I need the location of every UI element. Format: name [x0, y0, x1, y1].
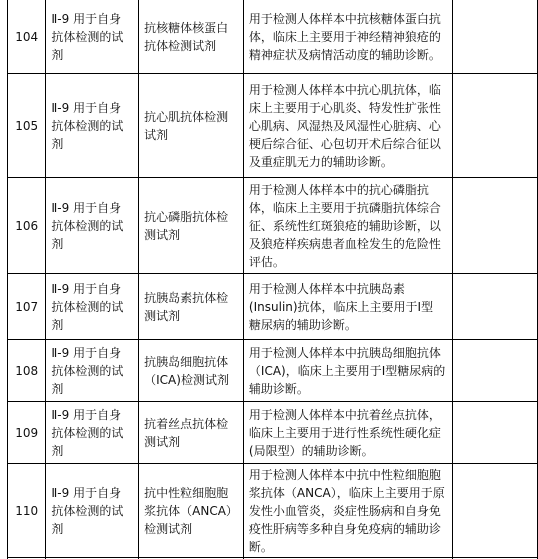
table-row [8, 464, 538, 558]
table-row [8, 402, 538, 464]
product-name-cell [139, 74, 244, 178]
row-number: 108 [15, 363, 39, 378]
product-name-text: 检测试剂 [144, 521, 193, 536]
intended-use-text: 用于检测人体样本中抗中性粒细胞胞 [248, 467, 441, 482]
row-number: 109 [15, 425, 39, 440]
intended-use-text: 梗后综合征、心包切开术后综合征以 [248, 136, 441, 151]
row-number-cell [8, 74, 46, 178]
category-cell [46, 464, 139, 558]
row-number-cell [8, 274, 46, 340]
table-row [8, 178, 538, 274]
category-text: Ⅱ-9 用于自身 [51, 345, 122, 360]
category-text: 剂 [51, 443, 64, 458]
intended-use-cell [243, 402, 452, 464]
intended-use-cell [243, 464, 452, 558]
category-text: 抗体检测的试 [51, 29, 124, 44]
category-text: Ⅱ-9 用于自身 [51, 407, 122, 422]
category-text: 剂 [51, 136, 64, 151]
category-text: 剂 [51, 317, 64, 332]
note-cell [452, 464, 537, 558]
row-number: 106 [15, 218, 39, 233]
category-cell [46, 402, 139, 464]
intended-use-text: 断。 [248, 539, 273, 554]
row-number: 110 [15, 503, 39, 518]
category-text: 抗体检测的试 [51, 118, 124, 133]
intended-use-text: 发性小血管炎，炎症性肠病和自身免 [248, 503, 441, 518]
table-row [8, 74, 538, 178]
intended-use-text: （ICA)，临床上主要用于I型糖尿病的 [248, 363, 446, 378]
category-text: 抗体检测的试 [51, 503, 124, 518]
intended-use-text: 用于检测人体样本中抗胰岛细胞抗体 [248, 345, 441, 360]
row-number-cell [8, 340, 46, 402]
category-text: Ⅱ-9 用于自身 [51, 100, 122, 115]
product-name-text: 抗中性粒细胞胞 [144, 485, 229, 500]
intended-use-text: 及重症肌无力的辅助诊断。 [248, 154, 393, 169]
product-name-cell [139, 402, 244, 464]
category-cell [46, 274, 139, 340]
intended-use-text: 用于检测人体样本中抗心肌抗体，临 [248, 82, 441, 97]
table-row [8, 0, 538, 74]
category-text: 剂 [51, 47, 64, 62]
row-number-cell [8, 178, 46, 274]
intended-use-text: 体，临床上主要用于抗磷脂抗体综合 [248, 200, 441, 215]
intended-use-text: 用于检测人体样本中抗核糖体蛋白抗 [248, 11, 441, 26]
note-cell [452, 74, 537, 178]
intended-use-cell [243, 340, 452, 402]
note-cell [452, 0, 537, 74]
intended-use-text: 疫性肝病等多种自身免疫病的辅助诊 [248, 521, 441, 536]
product-name-text: 抗心磷脂抗体检 [144, 209, 229, 224]
category-text: 抗体检测的试 [51, 218, 124, 233]
note-cell [452, 274, 537, 340]
product-name-cell [139, 0, 244, 74]
product-name-text: 浆抗体（ANCA） [144, 503, 238, 518]
product-name-text: 测试剂 [144, 308, 181, 323]
row-number: 107 [15, 299, 39, 314]
intended-use-text: 征、系统性红斑狼疮的辅助诊断，以 [248, 218, 441, 233]
product-name-text: 抗体检测试剂 [144, 38, 217, 53]
product-name-cell [139, 340, 244, 402]
product-name-text: 抗核糖体核蛋白 [144, 20, 229, 35]
product-name-text: （ICA)检测试剂 [144, 372, 229, 387]
intended-use-text: 心肌病、风湿热及风湿性心脏病、心 [248, 118, 441, 133]
intended-use-text: 用于检测人体样本中的抗心磷脂抗 [248, 182, 429, 197]
category-text: 剂 [51, 236, 64, 251]
intended-use-text: 用于检测人体样本中抗胰岛素 [248, 281, 405, 296]
intended-use-cell [243, 0, 452, 74]
product-name-text: 抗胰岛细胞抗体 [144, 354, 229, 369]
category-text: 抗体检测的试 [51, 363, 124, 378]
intended-use-text: 及狼疮样疾病患者血栓发生的危险性 [248, 236, 441, 251]
row-number: 105 [15, 118, 39, 133]
category-text: Ⅱ-9 用于自身 [51, 281, 122, 296]
intended-use-cell [243, 178, 452, 274]
product-name-cell [139, 178, 244, 274]
product-name-cell [139, 464, 244, 558]
category-text: 抗体检测的试 [51, 425, 124, 440]
intended-use-text: 体，临床上主要用于神经精神狼疮的 [248, 29, 441, 44]
intended-use-cell [243, 274, 452, 340]
row-number-cell [8, 464, 46, 558]
note-cell [452, 178, 537, 274]
category-cell [46, 178, 139, 274]
product-name-text: 测试剂 [144, 227, 181, 242]
note-cell [452, 402, 537, 464]
registry-table [7, 0, 538, 559]
intended-use-text: 评估。 [248, 254, 285, 269]
product-name-text: 抗着丝点抗体检 [144, 416, 229, 431]
product-name-text: 抗胰岛素抗体检 [144, 290, 229, 305]
table-row [8, 340, 538, 402]
product-name-cell [139, 274, 244, 340]
category-text: 剂 [51, 381, 64, 396]
intended-use-text: 辅助诊断。 [248, 381, 309, 396]
intended-use-text: 用于检测人体样本中抗着丝点抗体， [248, 407, 441, 422]
category-cell [46, 340, 139, 402]
intended-use-text: 糖尿病的辅助诊断。 [248, 317, 357, 332]
row-number: 104 [15, 29, 39, 44]
note-cell [452, 340, 537, 402]
category-text: 剂 [51, 521, 64, 536]
category-cell [46, 74, 139, 178]
intended-use-text: 临床上主要用于进行性系统性硬化症 [248, 425, 441, 440]
intended-use-text: 浆抗体（ANCA），临床上主要用于原 [248, 485, 445, 500]
category-text: Ⅱ-9 用于自身 [51, 200, 122, 215]
row-number-cell [8, 402, 46, 464]
table-row [8, 274, 538, 340]
category-text: 抗体检测的试 [51, 299, 124, 314]
product-name-text: 测试剂 [144, 434, 181, 449]
category-cell [46, 0, 139, 74]
product-name-text: 抗心肌抗体检测 [144, 109, 229, 124]
intended-use-text: 床上主要用于心肌炎、特发性扩张性 [248, 100, 441, 115]
category-text: Ⅱ-9 用于自身 [51, 485, 122, 500]
intended-use-text: (局限型）的辅助诊断。 [248, 443, 374, 458]
product-name-text: 试剂 [144, 127, 169, 142]
intended-use-cell [243, 74, 452, 178]
category-text: Ⅱ-9 用于自身 [51, 11, 122, 26]
intended-use-text: (Insulin)抗体，临床上主要用于I型 [248, 299, 434, 314]
row-number-cell [8, 0, 46, 74]
intended-use-text: 精神症状及病情活动度的辅助诊断。 [248, 47, 441, 62]
